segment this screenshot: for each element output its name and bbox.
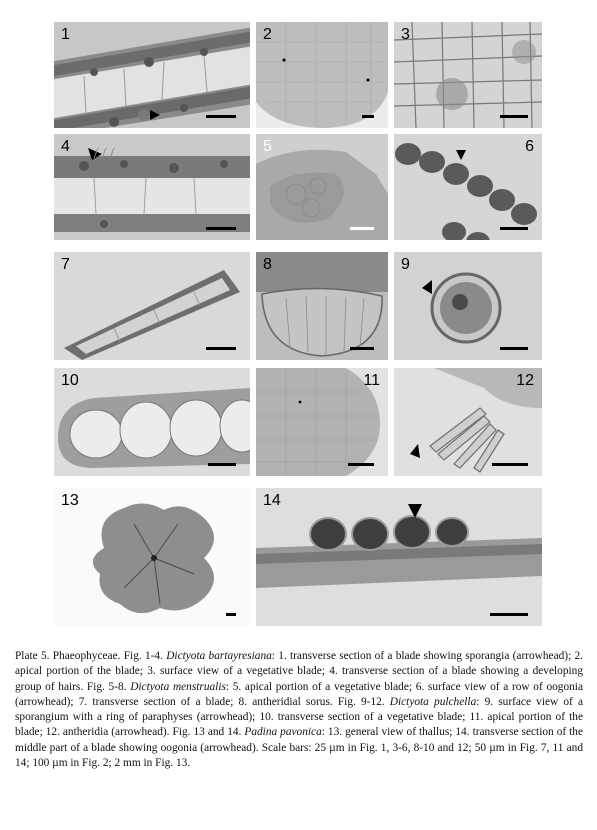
scale-bar-14 (490, 613, 528, 616)
figure-panel-10 (54, 368, 250, 476)
figure-number-10: 10 (61, 372, 79, 389)
micrograph-image (256, 252, 388, 360)
figure-number-14: 14 (263, 492, 281, 509)
figure-number-11: 11 (363, 372, 380, 389)
scale-bar-2 (362, 115, 374, 118)
scale-bar-13 (226, 613, 236, 616)
micrograph-image (256, 488, 542, 626)
scale-bar-12 (492, 463, 528, 466)
micrograph-image (394, 22, 542, 128)
micrograph-image (256, 22, 388, 128)
figure-number-9: 9 (401, 256, 410, 273)
caption-text-4: : 9. surface view of a sporangium with a ring of paraphyses (arrowhead); 10. transverse section of a vegetative blade; 11. apical portion of the blade; 12. antheridia (arrowhead). Fig. 13 and 14. (15, 695, 584, 739)
caption-text-5: : 13. general view of thallus; 14. transverse section of the middle part of a blade showing oogonia (arrowhead). Scale bars: 25 µm in Fig. 1, 3-6, 8-10 and 12; 50 µm in Fig. 7, 11 and 14; 100 µm in Fig. 2; 2 mm in Fig. 13. (15, 726, 583, 770)
micrograph-image (394, 134, 542, 240)
caption-text-1: Plate 5. Phaeophyceae. Fig. 1-4. (15, 650, 167, 662)
figure-panel-9 (394, 252, 542, 360)
figure-panel-4 (54, 134, 250, 240)
scale-bar-1 (206, 115, 236, 118)
species-name-1: Dictyota bartayresiana (166, 650, 272, 662)
scale-bar-9 (500, 347, 528, 350)
figure-panel-8 (256, 252, 388, 360)
scale-bar-10 (208, 463, 236, 466)
species-name-2: Dictyota menstrualis (130, 680, 226, 693)
figure-panel-12 (394, 368, 542, 476)
scale-bar-6 (500, 227, 528, 230)
caption-text-3: : 5. apical portion of a vegetative blade; 6. surface view of a row of oogonia (arrowhead); 7. transverse section of a blade; 8. antheridial sorus. Fig. 9-12. (15, 680, 583, 708)
scale-bar-8 (350, 347, 374, 350)
figure-number-12: 12 (516, 372, 534, 389)
plate-caption (15, 649, 583, 771)
figure-number-7: 7 (61, 256, 70, 273)
species-name-4: Padina pavonica (244, 726, 322, 739)
figure-number-1: 1 (61, 26, 70, 43)
figure-panel-13 (54, 488, 250, 626)
scale-bar-4 (206, 227, 236, 230)
micrograph-image (54, 252, 250, 360)
scale-bar-7 (206, 347, 236, 350)
figure-number-4: 4 (61, 138, 70, 155)
scale-bar-3 (500, 115, 528, 118)
figure-panel-7 (54, 252, 250, 360)
thallus-image (54, 488, 250, 626)
species-name-3: Dictyota pulchella (389, 695, 477, 708)
scale-bar-5 (350, 227, 374, 230)
micrograph-image (256, 134, 388, 240)
figure-panel-1 (54, 22, 250, 128)
figure-number-2: 2 (263, 26, 272, 43)
figure-number-8: 8 (263, 256, 272, 273)
figure-panel-5 (256, 134, 388, 240)
figure-panel-11 (256, 368, 388, 476)
figure-panel-3 (394, 22, 542, 128)
figure-panel-2 (256, 22, 388, 128)
caption-text-2: : 1. transverse section of a blade showing sporangia (arrowhead); 2. apical portion of the blade; 3. surface view of a vegetative blade; 4. transverse section of a blade showing a developing group of hairs. Fig. 5-8. (15, 650, 584, 693)
micrograph-image (54, 22, 250, 128)
figure-number-13: 13 (61, 492, 79, 509)
micrograph-image (54, 134, 250, 240)
figure-panel-14 (256, 488, 542, 626)
figure-number-3: 3 (401, 26, 410, 43)
micrograph-image (394, 252, 542, 360)
micrograph-image (54, 368, 250, 476)
figure-number-5: 5 (263, 138, 272, 155)
figure-panel-6 (394, 134, 542, 240)
figure-number-6: 6 (525, 138, 534, 155)
scale-bar-11 (348, 463, 374, 466)
